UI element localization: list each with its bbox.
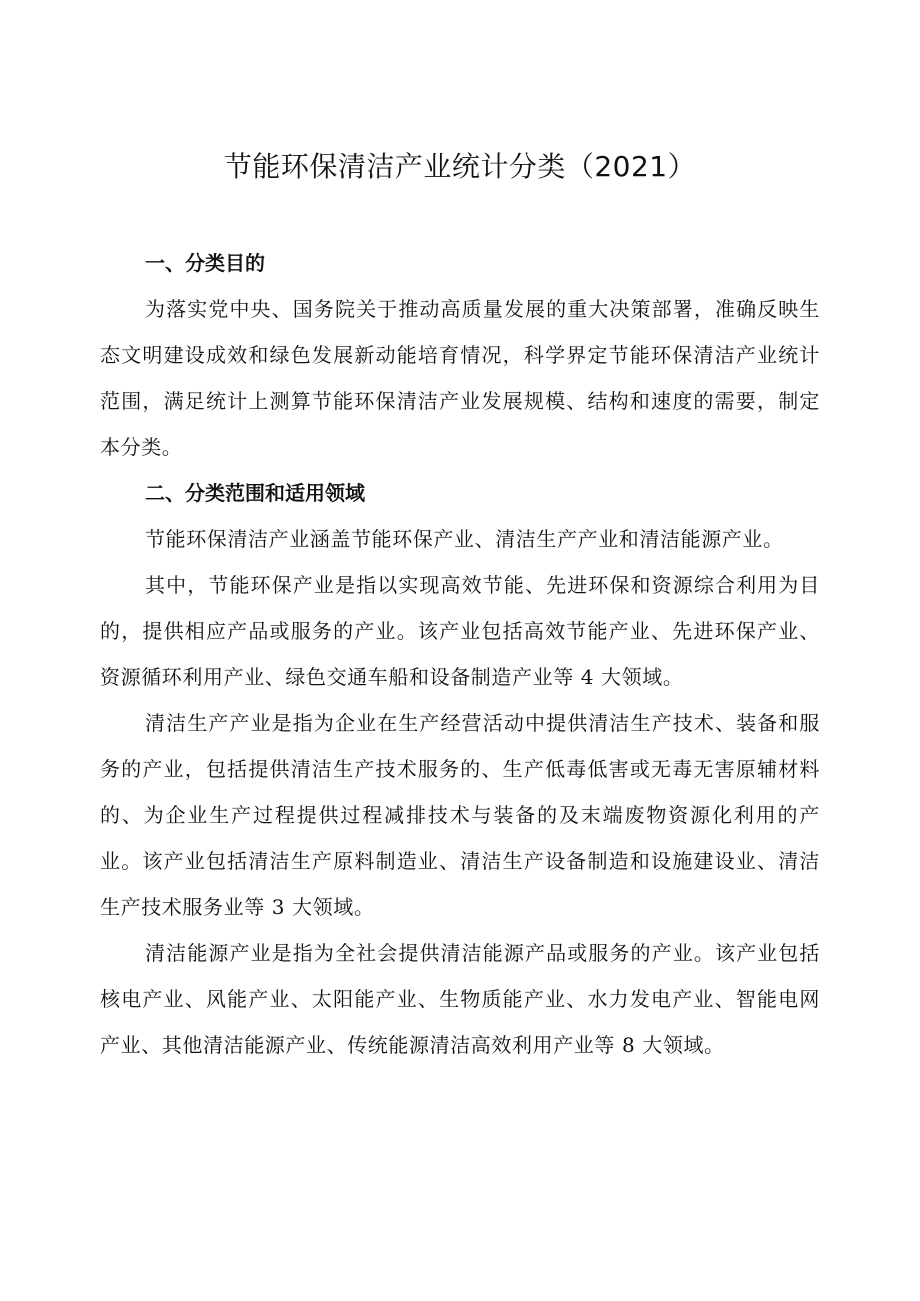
section-scope bbox=[100, 470, 820, 1068]
paragraph: 为落实党中央、国务院关于推动高质量发展的重大决策部署，准确反映生态文明建设成效和绿色发展新动能培育情况，科学界定节能环保清洁产业统计范围，满足统计上测算节能环保清洁产业发展规模、结构和速度的需要，制定本分类。 bbox=[100, 297, 820, 459]
paragraph: 节能环保清洁产业涵盖节能环保产业、清洁生产产业和清洁能源产业。 bbox=[145, 527, 784, 551]
paragraph: 清洁能源产业是指为全社会提供清洁能源产品或服务的产业。该产业包括核电产业、风能产业、太阳能产业、生物质能产业、水力发电产业、智能电网产业、其他清洁能源产业、传统能源清洁高效利用产业等 8 大领域。 bbox=[100, 941, 820, 1057]
section-heading: 二、分类范围和适用领域 bbox=[145, 481, 365, 505]
document-title: 节能环保清洁产业统计分类（2021） bbox=[223, 150, 697, 183]
section-purpose bbox=[100, 240, 820, 470]
document-body bbox=[100, 240, 820, 1068]
paragraph: 清洁生产产业是指为企业在生产经营活动中提供清洁生产技术、装备和服务的产业，包括提供清洁生产技术服务的、生产低毒低害或无毒无害原辅材料的、为企业生产过程提供过程减排技术与装备的及末端废物资源化利用的产业。该产业包括清洁生产原料制造业、清洁生产设备制造和设施建设业、清洁生产技术服务业等 3 大领域。 bbox=[100, 711, 820, 919]
paragraph: 其中，节能环保产业是指以实现高效节能、先进环保和资源综合利用为目的，提供相应产品或服务的产业。该产业包括高效节能产业、先进环保产业、资源循环利用产业、绿色交通车船和设备制造产业等 4 大领域。 bbox=[100, 573, 820, 689]
section-heading: 一、分类目的 bbox=[145, 251, 265, 275]
